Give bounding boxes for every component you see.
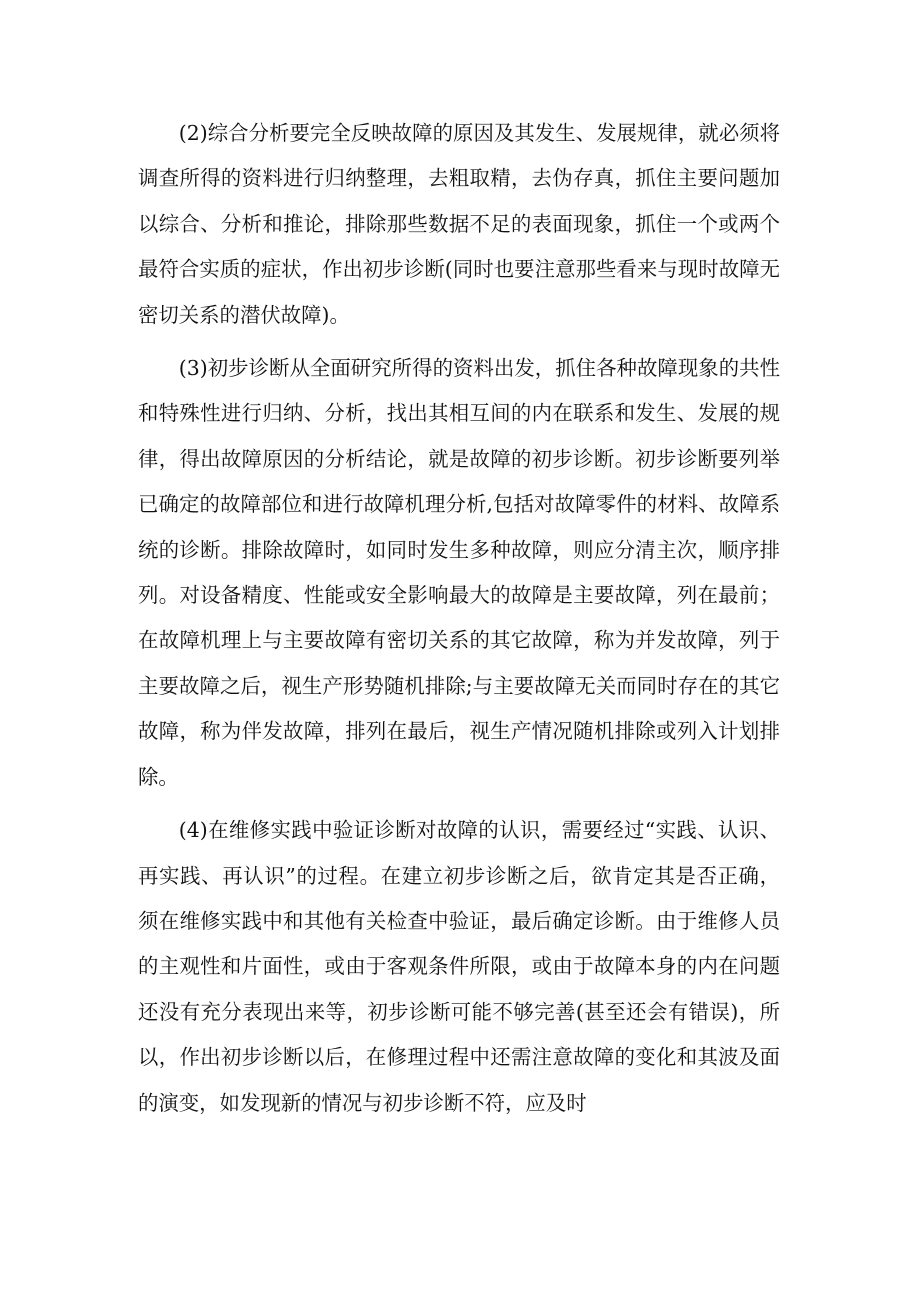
paragraph-preliminary-diagnosis: (3)初步诊断从全面研究所得的资料出发，抓住各种故障现象的共性和特殊性进行归纳、分析，找出其相互间的内在联系和发生、发展的规律，得出故障原因的分析结论，就是故障的初步诊断。初步诊断要列举已确定的故障部位和进行故障机理分析,包括对故障零件的材料、故障系统的诊断。排除故障时，如同时发生多种故障，则应分清主次，顺序排列。对设备精度、性能或安全影响最大的故障是主要故障，列在最前；在故障机理上与主要故障有密切关系的其它故障，称为并发故障，列于主要故障之后，视生产形势随机排除;与主要故障无关而同时存在的其它故障，称为伴发故障，排列在最后，视生产情况随机排除或列入计划排除。 [138,356,780,789]
document-page [138,111,780,1126]
paragraph-verify-diagnosis: (4)在维修实践中验证诊断对故障的认识，需要经过“实践、认识、再实践、再认识”的过程。在建立初步诊断之后，欲肯定其是否正确，须在维修实践中和其他有关检查中验证，最后确定诊断。由于维修人员的主观性和片面性，或由于客观条件所限，或由于故障本身的内在问题还没有充分表现出来等，初步诊断可能不够完善(甚至还会有错误)，所以，作出初步诊断以后，在修理过程中还需注意故障的变化和其波及面的演变，如发现新的情况与初步诊断不符，应及时 [138,818,780,1115]
paragraph-comprehensive-analysis: (2)综合分析要完全反映故障的原因及其发生、发展规律，就必须将调查所得的资料进行归纳整理，去粗取精，去伪存真，抓住主要问题加以综合、分析和推论，排除那些数据不足的表面现象，抓住一个或两个最符合实质的症状，作出初步诊断(同时也要注意那些看来与现时故障无密切关系的潜伏故障)。 [138,121,780,327]
